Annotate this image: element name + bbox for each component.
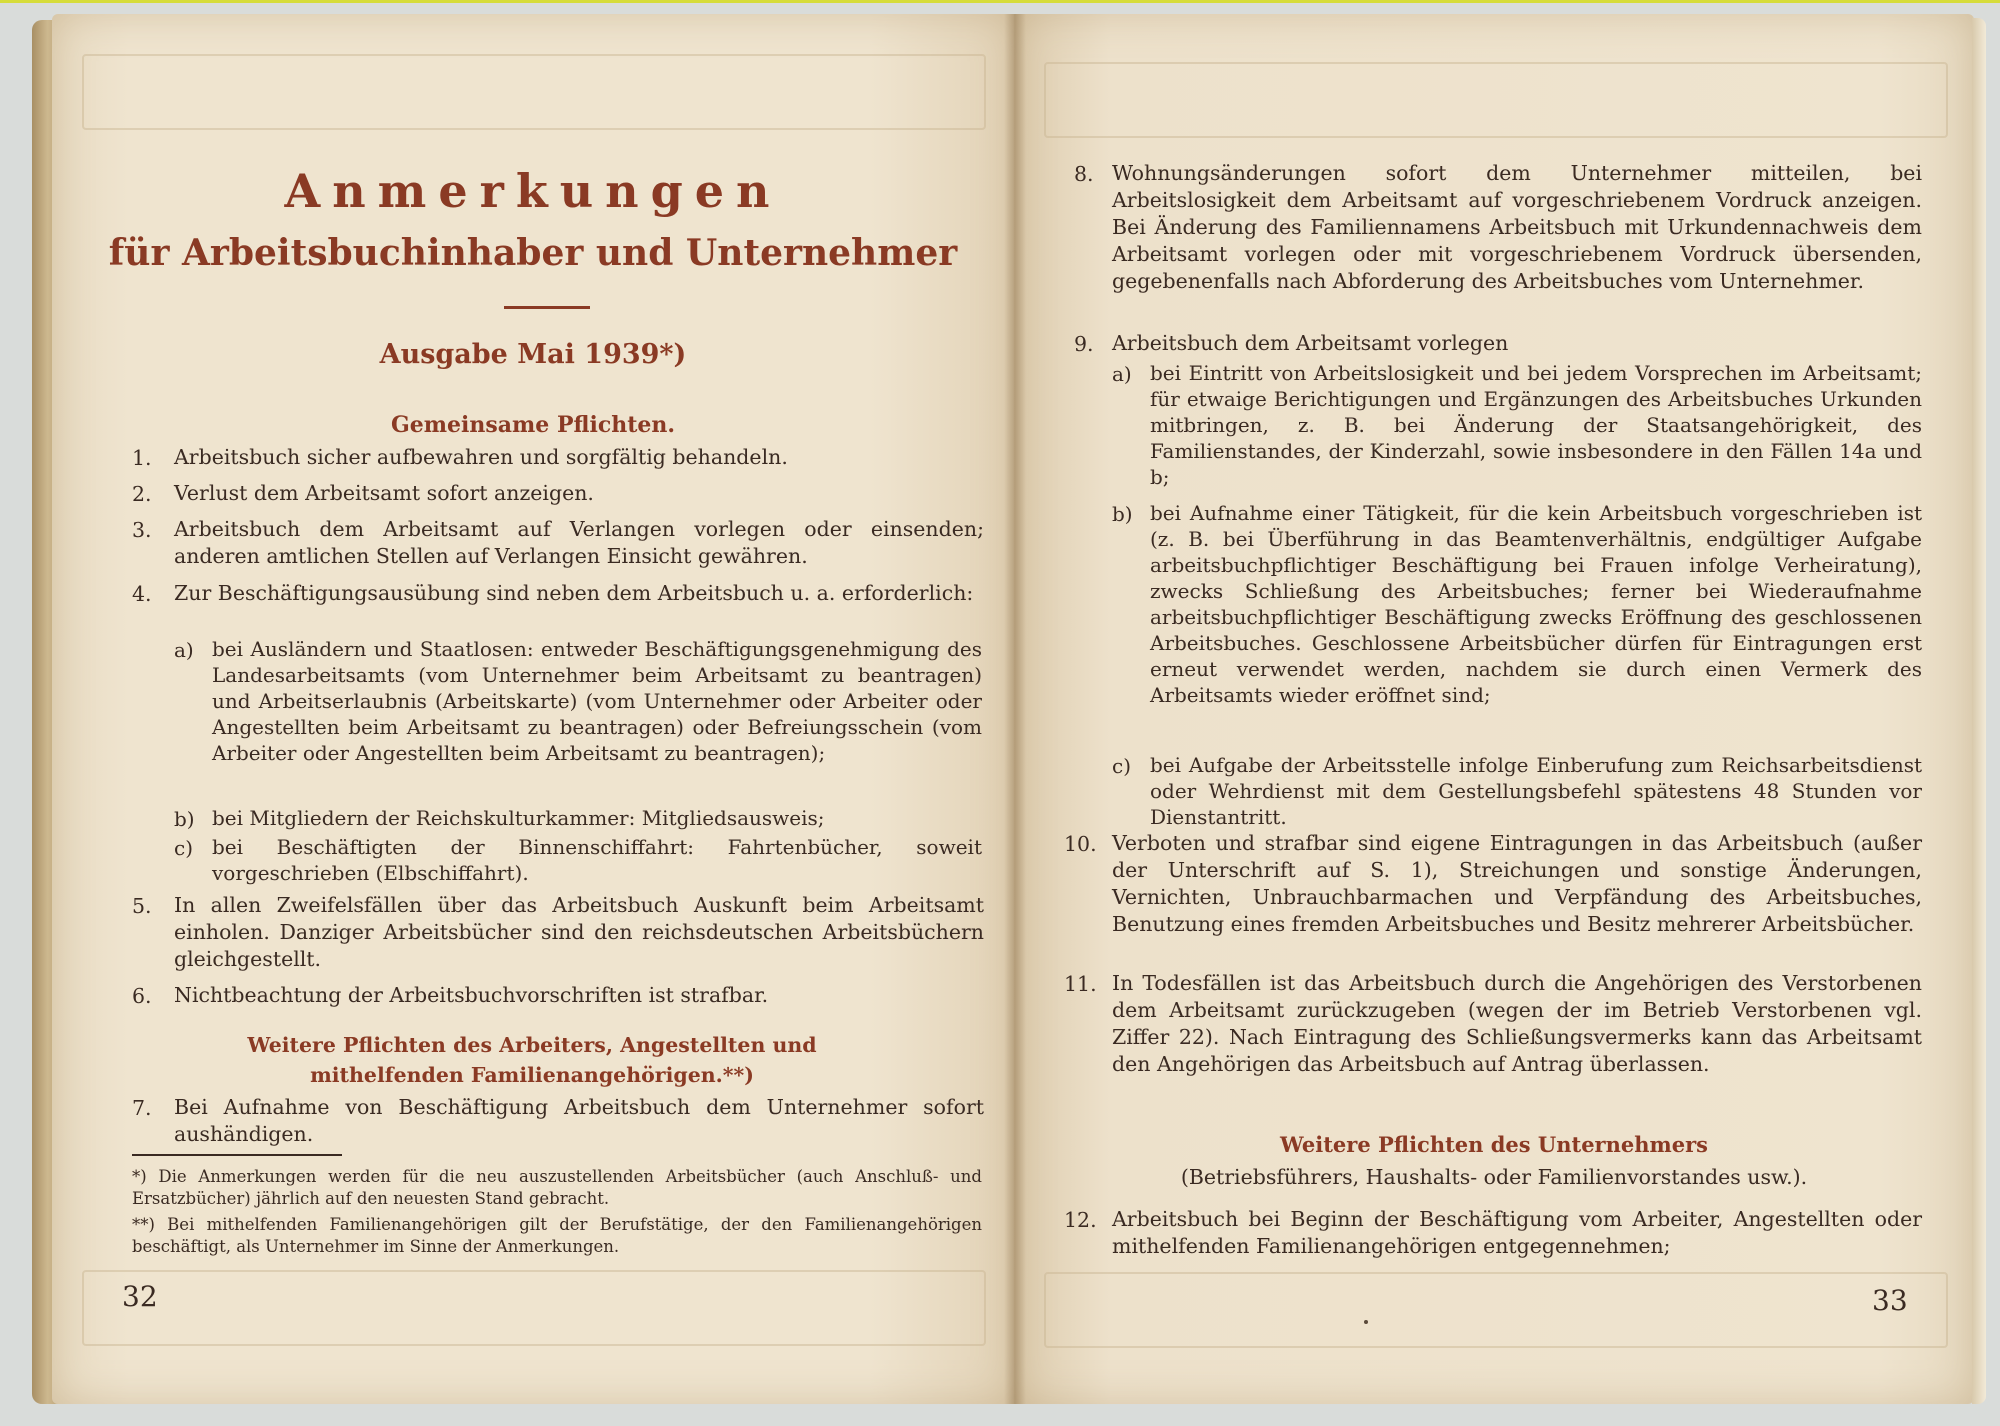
section-heading-worker-duties: Weitere Pflichten des Arbeiters, Angestellten und mithelfenden Familienangehörigen.**) [247,1033,817,1087]
item-number: 8. [1074,162,1094,186]
list-item: Wohnungsänderungen sofort dem Unternehmer mitteilen, bei Arbeitslosigkeit dem Arbeitsamt auf vorgeschriebenem Vordruck anzeigen. Bei Änderung des Familiennamens Arbeitsbuch mit Urkundennachweis dem Arbeitsamt vorlegen oder mit vorgeschriebenem Vordruck übersenden, gegebenenfalls nach Abforderung des Arbeitsbuches vom Unternehmer. [1112,161,1922,293]
item-number: 12. [1064,1208,1097,1232]
item-number: 9. [1074,332,1094,356]
sub-label: c) [1112,754,1132,778]
page-title: Anmerkungen [284,164,782,218]
watermark-band-bottom [82,1270,986,1346]
list-item: Verboten und strafbar sind eigene Eintragungen in das Arbeitsbuch (außer der Unterschrift auf S. 1), Streichungen und sonstige Änderungen, Vernichten, Unbrauchbarmachen und Verpfändung des Arbeitsbuches, Benutzung eines fremden Arbeitsbuches und Besitz mehrerer Arbeitsbücher. [1112,831,1922,936]
watermark-band-top [1044,62,1948,138]
list-item: In Todesfällen ist das Arbeitsbuch durch die Angehörigen des Verstorbenen dem Arbeitsamt zurückzugeben (wegen der im Betrieb Verstorbenen vgl. Ziffer 22). Nach Eintragung des Schließungsvermerks kann das Arbeitsamt den Angehörigen das Arbeitsbuch auf Antrag überlassen. [1112,971,1922,1076]
item-number: 10. [1064,832,1097,856]
footnote-2: **) Bei mithelfenden Familienangehörigen gilt der Berufstätige, der den Familienangehörigen beschäftigt, als Unternehmer im Sinne der Anmerkungen. [132,1215,982,1256]
item-number: 2. [132,482,152,506]
section-subheading: (Betriebsführers, Haushalts- oder Familienvorstandes usw.). [1180,1165,1808,1189]
title-divider [504,306,590,309]
list-item: Arbeitsbuch sicher aufbewahren und sorgfältig behandeln. [174,445,788,469]
right-page [1014,14,1974,1404]
sub-item: bei Ausländern und Staatlosen: entweder Beschäftigungsgenehmigung des Landesarbeitsamts (vom Unternehmer beim Arbeitsamt zu beantragen) und Arbeitserlaubnis (Arbeitskarte) (vom Unternehmer oder Arbeiter oder Angestellten beim Arbeitsamt zu beantragen) oder Befreiungsschein (vom Arbeiter oder Angestellten beim Arbeitsamt zu beantragen); [212,637,982,765]
book-gutter [1004,14,1026,1404]
item-number: 11. [1064,972,1097,996]
page-number: 32 [122,1280,158,1313]
item-number: 7. [132,1096,152,1120]
item-number: 5. [132,894,152,918]
paper-speck [1364,1320,1368,1324]
item-number: 1. [132,446,152,470]
list-item: Arbeitsbuch dem Arbeitsamt auf Verlangen vorlegen oder einsenden; anderen amtlichen Stellen auf Verlangen Einsicht gewähren. [174,517,984,568]
sub-label: c) [174,836,194,860]
sub-item: bei Beschäftigten der Binnenschiffahrt: Fahrtenbücher, soweit vorgeschrieben (Elbschiffahrt). [212,835,982,885]
page-subtitle: für Arbeitsbuchinhaber und Unternehmer [108,232,958,274]
sub-label: b) [174,807,195,831]
list-item: Zur Beschäftigungsausübung sind neben dem Arbeitsbuch u. a. erforderlich: [174,581,974,605]
list-item: Verlust dem Arbeitsamt sofort anzeigen. [174,481,594,505]
item-number: 6. [132,984,152,1008]
sub-item: bei Mitgliedern der Reichskulturkammer: Mitgliedsausweis; [212,806,825,830]
sub-label: b) [1112,502,1133,526]
page-number: 33 [1872,1284,1908,1317]
sub-item: bei Eintritt von Arbeitslosigkeit und bei jedem Vorsprechen im Arbeitsamt; für etwaige Berichtigungen und Ergänzungen des Arbeitsbuches Urkunden mitbringen, z. B. bei Änderung der Staatsangehörigkeit, des Familienstandes, der Kinderzahl, sowie insbesondere in den Fällen 14a und b; [1150,361,1922,489]
sub-label: a) [174,638,194,662]
list-item: Bei Aufnahme von Beschäftigung Arbeitsbuch dem Unternehmer sofort aushändigen. [174,1095,984,1146]
sub-item: bei Aufgabe der Arbeitsstelle infolge Einberufung zum Reichsarbeitsdienst oder Wehrdienst mit dem Gestellungsbefehl spätestens 48 Stunden vor Dienstantritt. [1150,753,1922,829]
item-number: 4. [132,582,152,606]
edition-label: Ausgabe Mai 1939*) [379,339,687,370]
top-edge-line [0,0,2000,3]
sub-label: a) [1112,362,1132,386]
list-item: Nichtbeachtung der Arbeitsbuchvorschriften ist strafbar. [174,983,769,1007]
list-item: Arbeitsbuch dem Arbeitsamt vorlegen [1112,331,1509,355]
list-item: In allen Zweifelsfällen über das Arbeitsbuch Auskunft beim Arbeitsamt einholen. Danziger Arbeitsbücher sind den reichsdeutschen Arbeitsbüchern gleichgestellt. [174,893,984,971]
list-item: Arbeitsbuch bei Beginn der Beschäftigung vom Arbeiter, Angestellten oder mithelfenden Familienangehörigen entgegennehmen; [1112,1207,1922,1258]
left-page [52,14,1014,1404]
watermark-band-bottom [1044,1272,1948,1348]
item-number: 3. [132,518,152,542]
open-booklet [32,14,1987,1410]
page-edge-right [1972,18,1986,1404]
sub-item: bei Aufnahme einer Tätigkeit, für die kein Arbeitsbuch vorgeschrieben ist (z. B. bei Überführung in das Beamtenverhältnis, endgültiger Aufgabe arbeitsbuchpflichtiger Beschäftigung bei Frauen infolge Verheiratung), zwecks Schließung des Arbeitsbuches; ferner bei Wiederaufnahme arbeitsbuchpflichtiger Beschäftigung zwecks Eröffnung des geschlossenen Arbeitsbuches. Geschlossene Arbeitsbücher dürfen für Eintragungen erst erneut verwendet werden, nachdem sie durch einen Vermerk des Arbeitsamts wieder eröffnet sind; [1150,501,1922,707]
footnote-1: *) Die Anmerkungen werden für die neu auszustellenden Arbeitsbücher (auch Anschluß- und Ersatzbücher) jährlich auf den neuesten Stand gebracht. [132,1167,982,1208]
footnote-divider [132,1154,342,1156]
section-heading-common-duties: Gemeinsame Pflichten. [390,412,676,438]
watermark-band-top [82,54,986,130]
section-heading-employer-duties: Weitere Pflichten des Unternehmers [1280,1132,1708,1157]
